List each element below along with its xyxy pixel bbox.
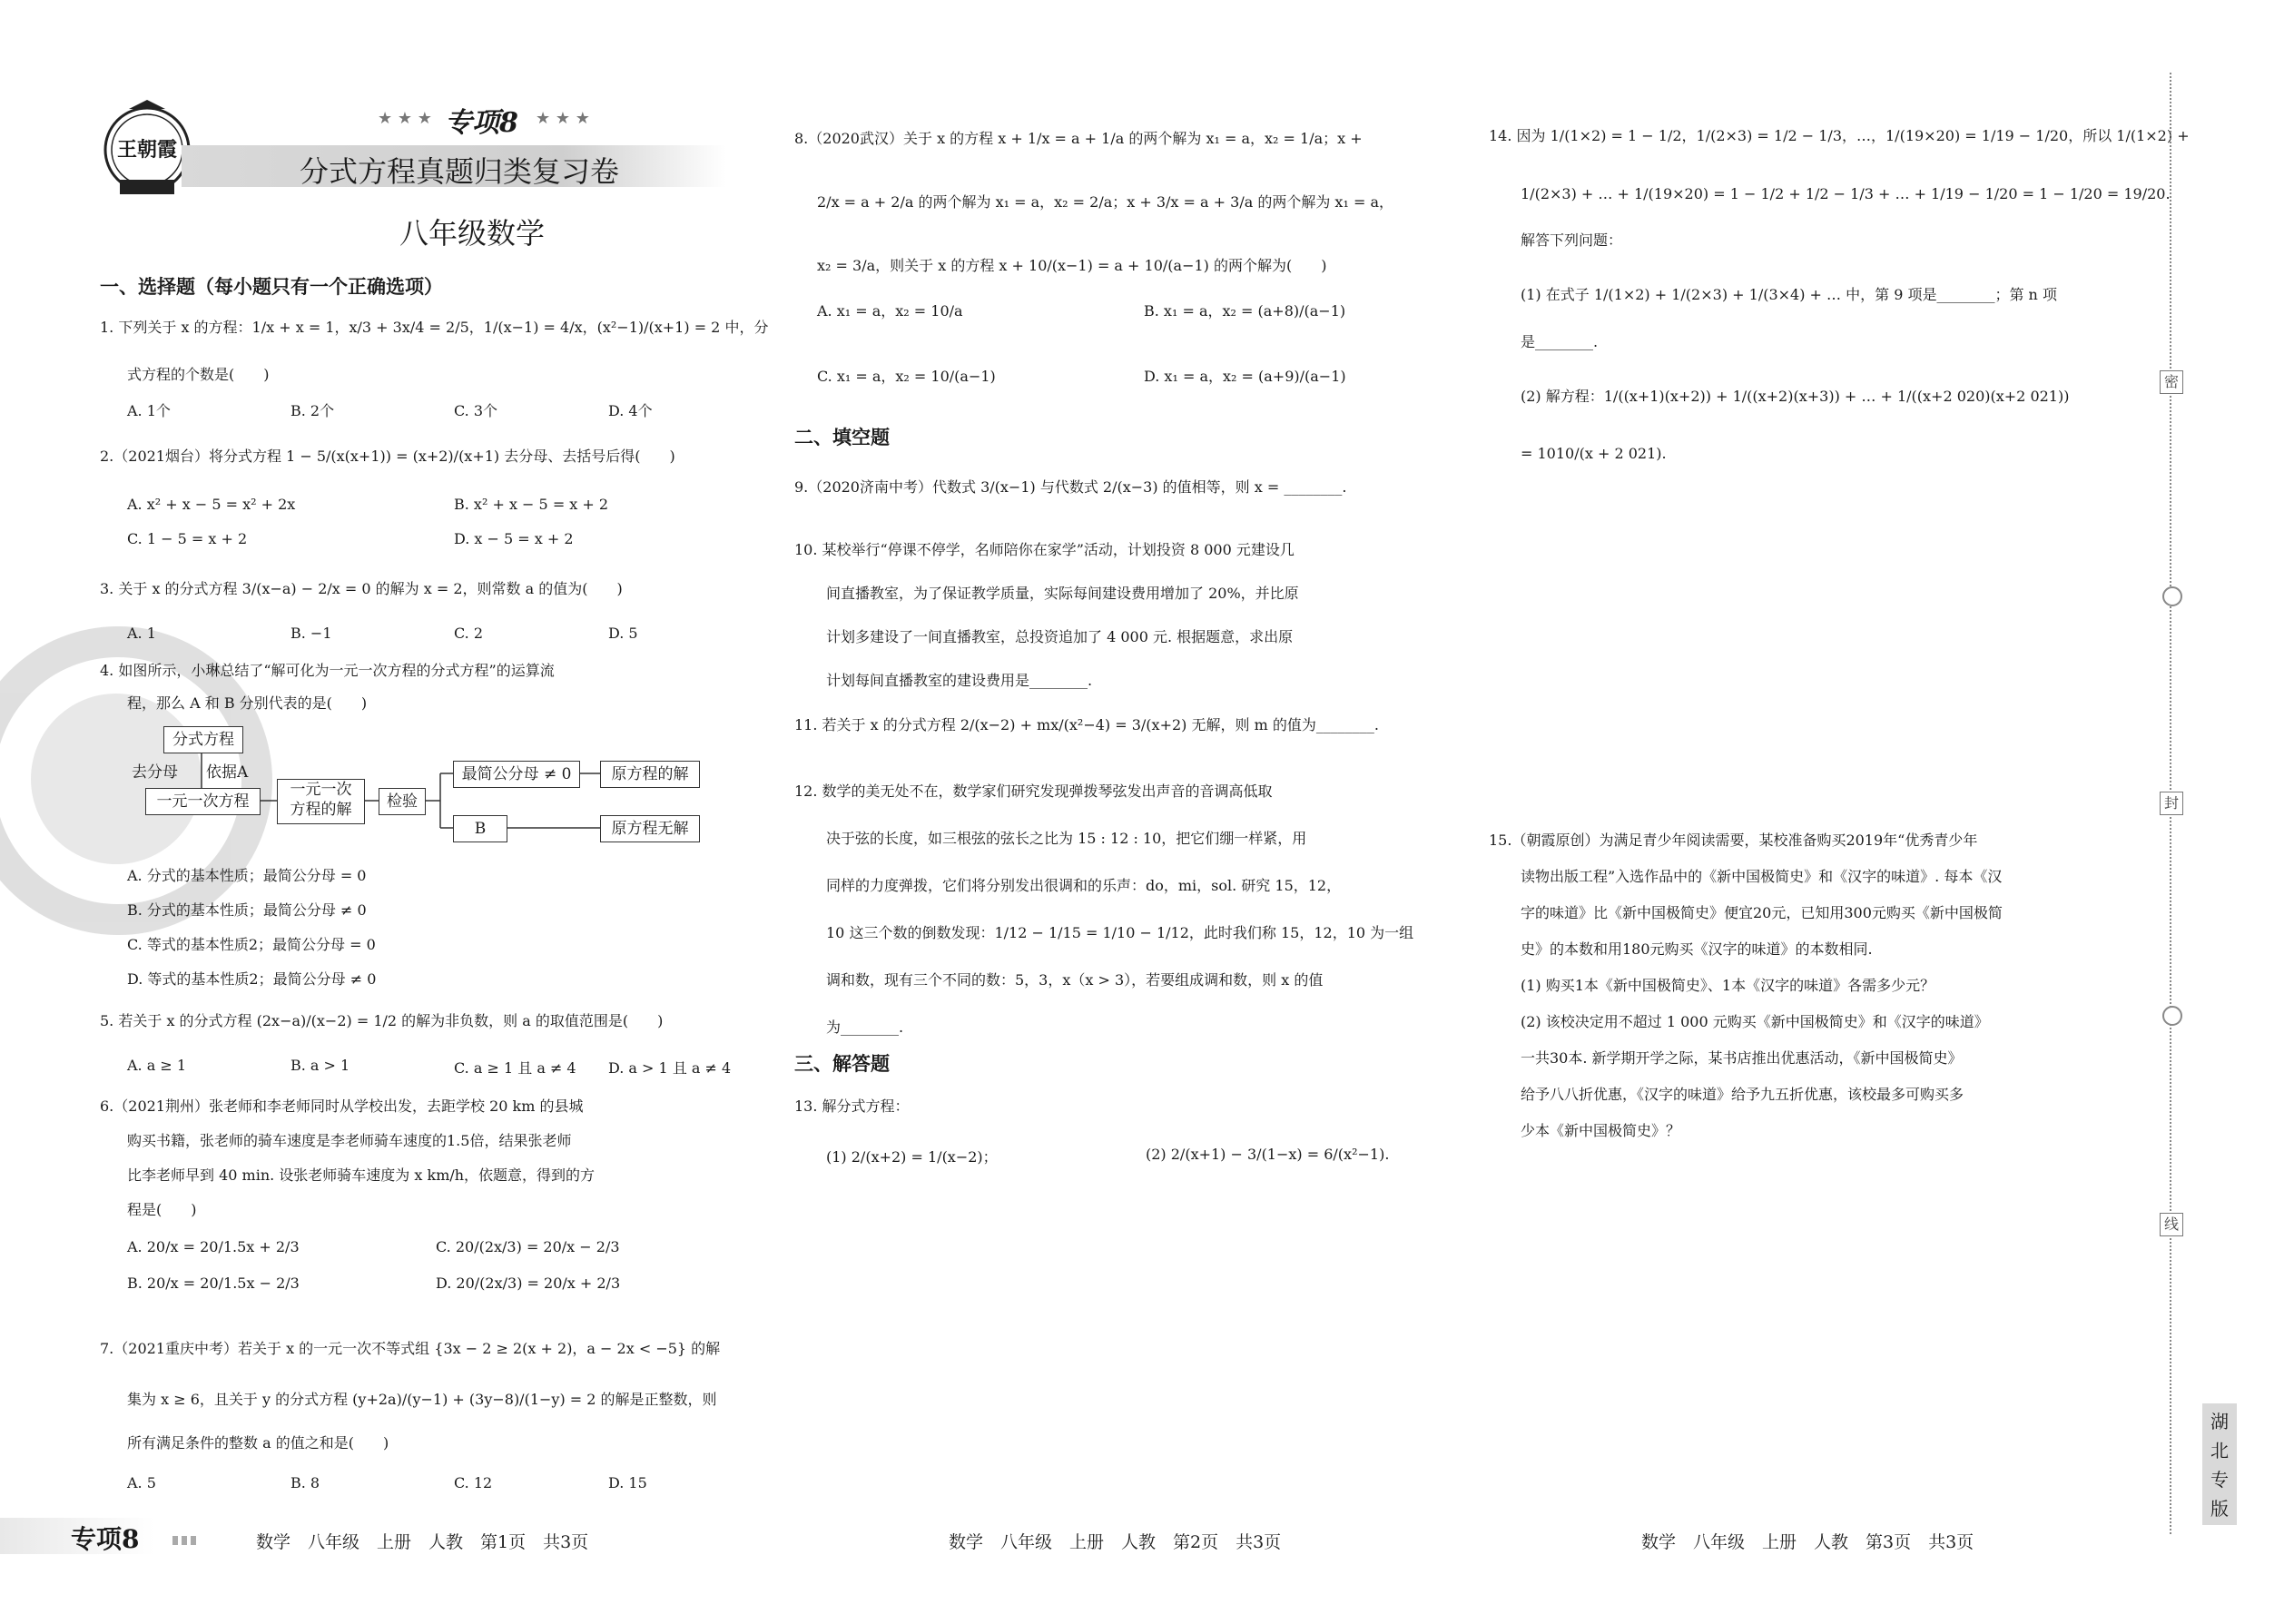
flow-box-fraction-equation: 分式方程 [163, 726, 243, 753]
flow-box-no-solution: 原方程无解 [600, 815, 700, 842]
q8-option-d[interactable]: D. x₁ = a，x₂ = (a+9)/(a−1) [1144, 368, 1346, 385]
q7-line1: 7.（2021重庆中考）若关于 x 的一元一次不等式组 {3x − 2 ≥ 2(x + 2)，a − 2x < −5} 的解 [100, 1340, 721, 1357]
q14-prompt: 解答下列问题： [1521, 231, 1623, 249]
q14-part2-cont: = 1010/(x + 2 021). [1521, 445, 1667, 462]
q6-option-c[interactable]: C. 20/(2x/3) = 20/x − 2/3 [436, 1238, 620, 1255]
q14-line1: 14. 因为 1/(1×2) = 1 − 1/2，1/(2×3) = 1/2 − 1/3，…，1/(19×20) = 1/19 − 1/20，所以 1/(1×2) + [1489, 127, 2190, 144]
q4-option-d[interactable]: D. 等式的基本性质2；最简公分母 ≠ 0 [127, 970, 377, 988]
q7-line2: 集为 x ≥ 6，且关于 y 的分式方程 (y+2a)/(y−1) + (3y−8)/(1−y) = 2 的解是正整数，则 [127, 1391, 717, 1408]
q2-option-c[interactable]: C. 1 − 5 = x + 2 [127, 530, 248, 547]
q14-part2: (2) 解方程：1/((x+1)(x+2)) + 1/((x+2)(x+3)) + … + 1/((x+2 020)(x+2 021)) [1521, 388, 2070, 405]
edition-char-2: 北 [2210, 1440, 2229, 1462]
flow-label-basis-a: 依据A [206, 763, 249, 782]
q1-line2: 式方程的个数是( ) [127, 366, 270, 383]
q15-line1: 15.（朝霞原创）为满足青少年阅读需要，某校准备购买2019年“优秀青少年 [1489, 832, 1978, 849]
q6-line4: 程是( ) [127, 1201, 197, 1218]
series-stars-left: ★ ★ ★ [378, 109, 432, 128]
q6-line3: 比李老师早到 40 min. 设张老师骑车速度为 x km/h，依题意，得到的方 [127, 1166, 596, 1184]
q3-option-c[interactable]: C. 2 [454, 625, 484, 642]
section-answer: 三、解答题 [794, 1053, 890, 1075]
edition-char-1: 湖 [2210, 1411, 2229, 1432]
flow-box-check: 检验 [379, 788, 426, 815]
q15-part2-line4: 少本《新中国极简史》？ [1521, 1122, 1681, 1139]
series-stars-right: ★ ★ ★ [536, 109, 590, 128]
q6-line1: 6.（2021荆州）张老师和李老师同时从学校出发，去距学校 20 km 的县城 [100, 1097, 584, 1115]
flow-box-linear-solution-l2: 方程的解 [290, 801, 352, 819]
q12-text [794, 768, 1413, 1051]
q2-text: 2.（2021烟台）将分式方程 1 − 5/(x(x+1)) = (x+2)/(x+1) 去分母、去括号后得( ) [100, 448, 675, 465]
grade-subject: 八年级数学 [399, 216, 546, 251]
q3-option-a[interactable]: A. 1 [127, 625, 156, 642]
q6-line2: 购买书籍，张老师的骑车速度是李老师骑车速度的1.5倍，结果张老师 [127, 1132, 572, 1149]
q5-text: 5. 若关于 x 的分式方程 (2x−a)/(x−2) = 1/2 的解为非负数，则 a 的取值范围是( ) [100, 1012, 664, 1029]
q1-option-d[interactable]: D. 4个 [608, 402, 653, 419]
q12-line4: 10 这三个数的倒数发现：1/12 − 1/15 = 1/10 − 1/12，此时我们称 15，12，10 为一组 [826, 924, 1414, 941]
q12-line1: 12. 数学的美无处不在，数学家们研究发现弹拨琴弦发出声音的音调高低取 [794, 782, 1273, 800]
q4-line1: 4. 如图所示，小琳总结了“解可化为一元一次方程的分式方程”的运算流 [100, 662, 555, 679]
footer-page-2: 数学 八年级 上册 人教 第2页 共3页 [949, 1532, 1282, 1552]
q10-line1: 10. 某校举行“停课不停学，名师陪你在家学”活动，计划投资 8 000 元建设几 [794, 541, 1295, 558]
q3-option-b[interactable]: B. −1 [290, 625, 332, 642]
q2-option-d[interactable]: D. x − 5 = x + 2 [454, 530, 574, 547]
q15-line4: 史》的本数和用180元购买《汉字的味道》的本数相同. [1521, 940, 1873, 958]
q5-option-b[interactable]: B. a > 1 [290, 1057, 350, 1074]
q8-option-a[interactable]: A. x₁ = a，x₂ = 10/a [817, 302, 963, 320]
q14-part1: (1) 在式子 1/(1×2) + 1/(2×3) + 1/(3×4) + … 中，第 9 项是________；第 n 项 [1521, 286, 2057, 303]
q8-line3: x₂ = 3/a，则关于 x 的方程 x + 10/(x−1) = a + 10/(a−1) 的两个解为( ) [817, 257, 1327, 274]
section-choice: 一、选择题（每小题只有一个正确选项） [100, 276, 443, 298]
q2-option-a[interactable]: A. x² + x − 5 = x² + 2x [127, 496, 296, 513]
flow-box-linear-equation: 一元一次方程 [145, 788, 261, 815]
q4-line2: 程，那么 A 和 B 分别代表的是( ) [127, 694, 368, 712]
footer-page-3: 数学 八年级 上册 人教 第3页 共3页 [1641, 1532, 1974, 1552]
brand-logo [102, 100, 192, 200]
side-mark-line: 线 [2160, 1213, 2183, 1236]
q14-line2: 1/(2×3) + … + 1/(19×20) = 1 − 1/2 + 1/2 − 1/3 + … + 1/19 − 1/20 = 1 − 1/20 = 19/20. [1521, 185, 2171, 202]
section-fill: 二、填空题 [794, 427, 890, 448]
q10-text [794, 528, 1299, 703]
footer-tag: 专项8 [71, 1524, 140, 1554]
q15-part1: (1) 购买1本《新中国极简史》、1本《汉字的味道》各需多少元？ [1521, 977, 1935, 994]
series-label: 专项8 [445, 107, 518, 139]
page-title: 分式方程真题归类复习卷 [300, 154, 620, 189]
q1-option-b[interactable]: B. 2个 [290, 402, 335, 419]
q6-option-b[interactable]: B. 20/x = 20/1.5x − 2/3 [127, 1275, 300, 1292]
q7-text [100, 1324, 720, 1462]
q15-part2-line3: 给予八八折优惠，《汉字的味道》给予九五折优惠，该校最多可购买多 [1521, 1086, 1964, 1103]
binding-hole-2 [2162, 1006, 2182, 1026]
q8-option-c[interactable]: C. x₁ = a，x₂ = 10/(a−1) [817, 368, 996, 385]
q5-option-c[interactable]: C. a ≥ 1 且 a ≠ 4 [454, 1059, 576, 1077]
q8-text [794, 107, 1393, 298]
q12-line3: 同样的力度弹拨，它们将分别发出很调和的乐声：do，mi，sol. 研究 15，12， [826, 877, 1342, 894]
q6-text [100, 1089, 595, 1227]
q8-option-b[interactable]: B. x₁ = a，x₂ = (a+8)/(a−1) [1144, 302, 1346, 320]
q6-option-d[interactable]: D. 20/(2x/3) = 20/x + 2/3 [436, 1275, 621, 1292]
q3-text: 3. 关于 x 的分式方程 3/(x−a) − 2/x = 0 的解为 x = 2，则常数 a 的值为( ) [100, 580, 623, 597]
binding-hole-1 [2162, 586, 2182, 606]
brand-name: 王朝霞 [116, 138, 177, 162]
q8-line2: 2/x = a + 2/a 的两个解为 x₁ = a，x₂ = 2/a；x + 3/x = a + 3/a 的两个解为 x₁ = a， [817, 193, 1393, 211]
footer-page-1: 数学 八年级 上册 人教 第1页 共3页 [256, 1532, 589, 1552]
q1-option-c[interactable]: C. 3个 [454, 402, 498, 419]
flowchart [132, 726, 722, 853]
q12-line5: 调和数，现有三个不同的数：5，3，x（x > 3），若要组成调和数，则 x 的值 [826, 971, 1324, 989]
q10-line2: 间直播教室，为了保证教学质量，实际每间建设费用增加了 20%，并比原 [826, 585, 1299, 602]
q1-option-a[interactable]: A. 1个 [127, 402, 171, 419]
edition-char-4: 版 [2210, 1498, 2229, 1520]
q10-line3: 计划多建设了一间直播教室，总投资追加了 4 000 元. 根据题意，求出原 [826, 628, 1294, 645]
q15-text [1489, 822, 2003, 1149]
q1-line1: 1. 下列关于 x 的方程：1/x + x = 1，x/3 + 3x/4 = 2/5，1/(x−1) = 4/x，(x²−1)/(x+1) = 2 中，分 [100, 319, 769, 336]
q4-option-b[interactable]: B. 分式的基本性质；最简公分母 ≠ 0 [127, 901, 367, 919]
q7-option-a[interactable]: A. 5 [127, 1474, 156, 1491]
edition-char-3: 专 [2210, 1469, 2229, 1491]
flow-label-clear-denominators: 去分母 [132, 763, 178, 782]
q8-line1: 8.（2020武汉）关于 x 的方程 x + 1/x = a + 1/a 的两个解为 x₁ = a，x₂ = 1/a；x + [794, 130, 1363, 147]
q12-line2: 决于弦的长度，如三根弦的弦长之比为 15 : 12 : 10，把它们绷一样紧，用 [826, 830, 1307, 847]
side-mark-seal-2: 封 [2160, 792, 2183, 815]
q5-option-d[interactable]: D. a > 1 且 a ≠ 4 [608, 1059, 732, 1077]
q7-option-c[interactable]: C. 12 [454, 1474, 493, 1491]
q3-option-d[interactable]: D. 5 [608, 625, 638, 642]
q14-text [1489, 107, 2190, 223]
flow-box-lcd-nonzero: 最简公分母 ≠ 0 [453, 761, 580, 788]
q14-part1-cont: 是________. [1521, 333, 1599, 350]
q7-line3: 所有满足条件的整数 a 的值之和是( ) [127, 1434, 389, 1452]
flow-box-linear-solution-l1: 一元一次 [290, 781, 352, 799]
q13-part1: (1) 2/(x+2) = 1/(x−2)； [826, 1148, 998, 1166]
q6-option-a[interactable]: A. 20/x = 20/1.5x + 2/3 [127, 1238, 300, 1255]
q11-text: 11. 若关于 x 的分式方程 2/(x−2) + mx/(x²−4) = 3/(x+2) 无解，则 m 的值为________. [794, 716, 1379, 733]
q15-part2-line2: 一共30本. 新学期开学之际，某书店推出优惠活动，《新中国极简史》 [1521, 1049, 1963, 1067]
footer-tag-dots [172, 1536, 198, 1545]
side-mark-seal: 密 [2160, 370, 2183, 394]
q15-line2: 读物出版工程”入选作品中的《新中国极简史》和《汉字的味道》. 每本《汉 [1521, 868, 2003, 885]
q12-line6: 为________. [826, 1019, 904, 1036]
q15-part2-line1: (2) 该校决定用不超过 1 000 元购买《新中国极简史》和《汉字的味道》 [1521, 1013, 1989, 1030]
edition-badge [2202, 1403, 2237, 1525]
flow-box-original-solution: 原方程的解 [600, 761, 700, 788]
flow-box-linear-solution [277, 779, 365, 824]
q9-text: 9.（2020济南中考）代数式 3/(x−1) 与代数式 2/(x−3) 的值相等，则 x = ________. [794, 478, 1347, 496]
q15-line3: 字的味道》比《新中国极简史》便宜20元，已知用300元购买《新中国极简 [1521, 904, 2003, 921]
q4-option-a[interactable]: A. 分式的基本性质；最简公分母 = 0 [127, 867, 367, 884]
q4-option-c[interactable]: C. 等式的基本性质2；最简公分母 = 0 [127, 936, 376, 953]
q13-part2: (2) 2/(x+1) − 3/(1−x) = 6/(x²−1). [1146, 1146, 1390, 1163]
q2-option-b[interactable]: B. x² + x − 5 = x + 2 [454, 496, 609, 513]
flow-box-b: B [453, 815, 507, 842]
q13-text: 13. 解分式方程： [794, 1097, 910, 1115]
q5-option-a[interactable]: A. a ≥ 1 [127, 1057, 187, 1074]
q4-options [127, 859, 744, 997]
q7-option-b[interactable]: B. 8 [290, 1474, 320, 1491]
q7-option-d[interactable]: D. 15 [608, 1474, 647, 1491]
q10-line4: 计划每间直播教室的建设费用是________. [826, 672, 1093, 689]
